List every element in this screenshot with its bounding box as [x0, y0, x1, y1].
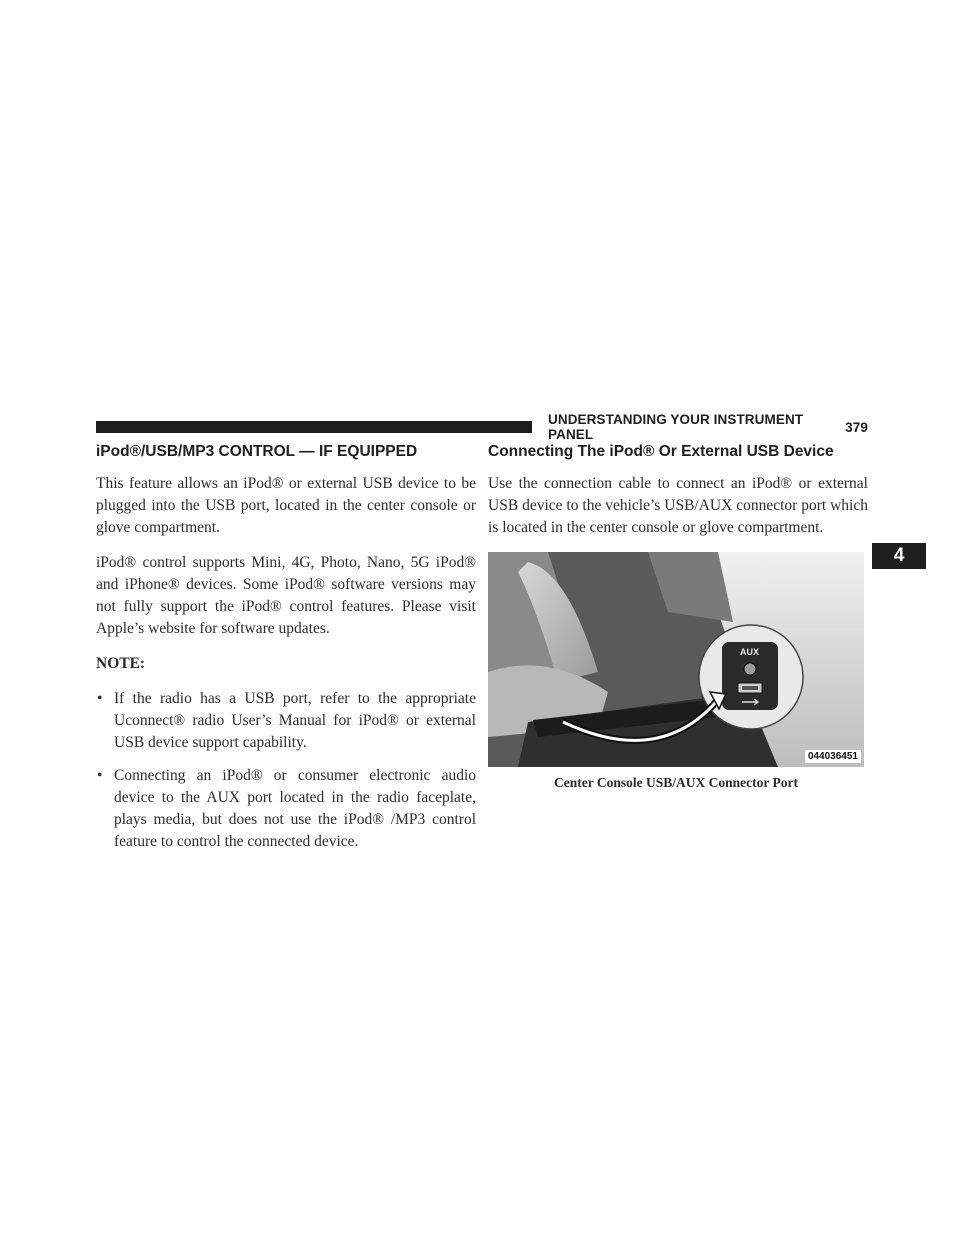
- section-heading: iPod®/USB/MP3 CONTROL — IF EQUIPPED: [96, 443, 418, 460]
- list-item: [96, 688, 476, 754]
- header-rule: [96, 421, 532, 433]
- list-item: [96, 765, 476, 853]
- page-number: 379: [845, 419, 868, 435]
- paragraph: iPod® control supports Mini, 4G, Photo, Nano, 5G iPod® and iPhone® devices. Some iPod® software versions may not fully support the iPod® control features. Please visit Apple’s website for software updates.: [96, 554, 476, 637]
- figure-id: 044036451: [805, 750, 861, 763]
- running-header: [548, 412, 868, 442]
- paragraph: Use the connection cable to connect an iPod® or external USB device to the vehicle’s USB/AUX connector port which is located in the center console or glove compartment.: [488, 475, 868, 536]
- bullet-icon: •: [97, 767, 103, 784]
- chapter-tab: 4: [872, 543, 926, 569]
- list-item-text: Connecting an iPod® or consumer electronic audio device to the AUX port located in the radio faceplate, plays media, but does not use the iPod® /MP3 control feature to control the connected device.: [114, 767, 476, 850]
- section-heading: Connecting The iPod® Or External USB Device: [488, 443, 834, 460]
- note-list: [96, 688, 476, 853]
- list-item-text: If the radio has a USB port, refer to the appropriate Uconnect® radio User’s Manual for iPod® or external USB device support capability.: [114, 690, 476, 751]
- left-column: [96, 441, 476, 864]
- bullet-icon: •: [97, 690, 103, 707]
- note-label: NOTE:: [96, 655, 146, 672]
- aux-label: AUX: [740, 647, 760, 657]
- paragraph: This feature allows an iPod® or external USB device to be plugged into the USB port, located in the center console or glove compartment.: [96, 475, 476, 536]
- console-illustration: [488, 552, 864, 767]
- section-title: UNDERSTANDING YOUR INSTRUMENT PANEL: [548, 412, 804, 442]
- console-photo: [488, 552, 864, 767]
- figure-caption: Center Console USB/AUX Connector Port: [554, 775, 798, 790]
- right-column: [488, 441, 868, 791]
